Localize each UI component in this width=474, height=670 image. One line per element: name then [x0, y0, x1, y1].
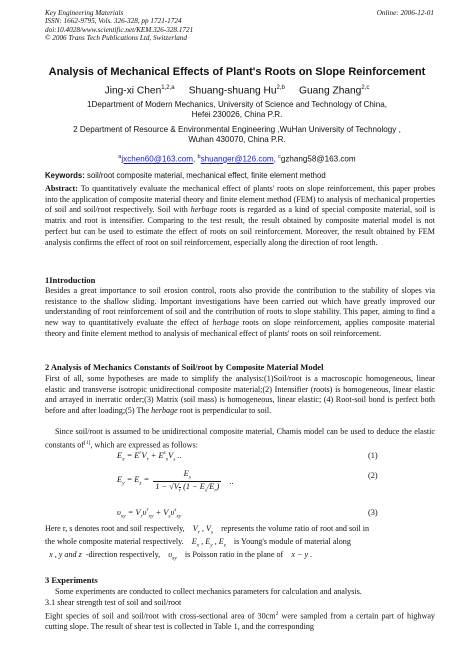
chamis-text-end: , which are expressed as follows:: [90, 440, 198, 450]
issn-line: ISSN: 1662-9795, Vols. 326-328, pp 1721-1724: [45, 17, 182, 26]
separator: ,: [273, 154, 276, 164]
chamis-text: Since soil/root is assumed to be unidirectional composite material, Chamis model can be used to deduce the elastic constants of: [45, 427, 435, 450]
intro-heading: 1Introduction: [45, 275, 96, 285]
author-sup: 2,b: [276, 85, 285, 91]
email-link[interactable]: jxchen60@163.com: [121, 154, 194, 164]
equation-number: (1): [368, 451, 378, 460]
equation-1: $E_x = E^rV_r + E^s_xV_s$ ..: [117, 450, 182, 463]
author-name: Shuang-shuang Hu: [188, 85, 277, 97]
subsection-heading: 3.1 shear strength test of soil and soil/root: [45, 598, 182, 607]
affiliation-line: 1Department of Modern Mechanics, University of Science and Technology of China,: [87, 100, 387, 109]
affiliation-line: Hefei 230026, China P.R.: [191, 110, 283, 119]
where-line-1: Here r, s denotes root and soil respectively, $V_r$ , $V_s$ represents the volume ratio of root and soil in: [45, 524, 370, 536]
email-link[interactable]: shuanger@126.com: [200, 154, 274, 164]
citation: [1]: [84, 439, 91, 446]
section2-heading: 2 Analysis of Mechanics Constants of Soil/root by Composite Material Model: [45, 362, 324, 372]
chamis-paragraph: [45, 427, 435, 451]
abstract-label: Abstract:: [45, 184, 78, 193]
keywords: [45, 171, 435, 180]
equation-2: $E_y = E_z$ = $\frac{E_s}{1 - √V_r (1 - E_s/E_r)}$ ..: [117, 468, 234, 494]
shear-test-paragraph: [45, 609, 435, 633]
affiliation-line: 2 Department of Resource & Environmental Engineering ,WuHan University of Technology ,: [73, 125, 401, 134]
author-name: Guang Zhang: [299, 85, 362, 97]
doi-line: doi:10.4028/www.scientific.net/KEM.326-328.1721: [45, 25, 194, 34]
email-sup: a: [118, 154, 122, 160]
equation-number: (3): [368, 508, 378, 517]
where-line-2: the whole composite material respectively. $E_x$ , $E_y$ , $E_z$ is Young's module of material along: [45, 537, 351, 549]
author-list: [0, 85, 474, 96]
email-sup: c: [278, 154, 281, 160]
abstract-text: To quantitatively evaluate the mechanical effect of plants' roots on slope reinforcement, this paper probes into the application of composite material theory and finite element method (FEM) to analysis of mechanical properties of soil and soil/root respectively. Soil with herbage roots is regarded as a kind of special composite material, soil is matrix and root is intensifier. Comparing to the test result, the result obtained by composite material model is not perfect but can be used to estimate the effect of roots on soil reinforcement. Moreover, the result obtained by FEM analysis confirms the effect of root on soil reinforcement, especially along the direction of root length.: [45, 184, 436, 247]
intro-paragraph: Besides a great importance to soil erosion control, roots also provide the contribution to the stability of slopes via resistance to the shallow sliding. Important investigations have been carried out which have greatly improved our understanding of root reinforcement of soil and the contribution of roots to slope stability. This paper, aiming to find a new way to quantitatively evaluate the effect of herbage roots on slope reinforcement, applies composite material theory and finite element method to analysis of mechanical effect of plants' roots on soil reinforcement.: [45, 286, 436, 338]
author-sup: 2,c: [361, 85, 370, 91]
email-list: [0, 154, 474, 164]
where-text: the whole composite material respectively.: [45, 537, 184, 546]
where-line-3: x , y and z -direction respectively, $\upsilon_{xy}$ is Poisson ratio in the plane of x − y .: [45, 550, 313, 562]
where-text: Here r, s denotes root and soil respectively,: [45, 524, 185, 533]
experiments-intro: Some experiments are conducted to collect mechanics parameters for calculation and analysis.: [55, 587, 362, 596]
journal-name: Key Engineering Materials: [45, 9, 124, 17]
keywords-text: soil/root composite material, mechanical effect, finite element method: [87, 171, 326, 180]
copyright-line: © 2006 Trans Tech Publications Ltd, Switzerland: [45, 34, 187, 43]
where-text: is Young's module of material along: [233, 537, 351, 546]
email-text: gzhang58@163.com: [280, 154, 356, 164]
where-text: represents the volume ratio of root and soil in: [221, 524, 370, 533]
separator: ,: [193, 154, 196, 164]
where-text: -direction respectively,: [85, 550, 161, 559]
affiliation-2: [0, 125, 474, 145]
shear-text: Eight species of soil and soil/root with cross-sectional area of 30cm: [45, 611, 276, 621]
affiliation-line: Wuhan 430070, China P.R.: [188, 135, 286, 144]
equation-number: (2): [368, 471, 378, 480]
where-text: is Poisson ratio in the plane of: [184, 550, 284, 559]
section3-heading: 3 Experiments: [45, 575, 98, 585]
affiliation-1: [0, 100, 474, 120]
author-name: Jing-xi Chen: [104, 85, 162, 97]
journal-header: [45, 9, 193, 43]
superscript: 2: [275, 611, 279, 617]
shear-text-end: were sampled from a certain part of highway cutting slope. The result of shear test is collected in Table 1, and the corresponding: [45, 611, 435, 632]
keywords-label: Keywords:: [45, 171, 85, 180]
email-sup: b: [197, 154, 201, 160]
equation-3: $\upsilon_{xy} = V_r\upsilon^r_{xy} + V_s\upsilon^s_{xy}$: [117, 507, 182, 520]
paper-title: Analysis of Mechanical Effects of Plant's Roots on Slope Reinforcement: [48, 66, 426, 78]
hypotheses-paragraph: First of all, some hypotheses are made to simplify the analysis:(1)Soil/root is a macroscopic homogeneous, linear elastic and transverse isotropic unidirectional composite material;(2) Intensifier (roots) is homogeneous, linear elastic and arrayed in inerratic order;(3) Matrix (soil mass) is homogeneous, linear elastic; (4) Root-soil bond is perfect both before and after loading;(5) The herbage root is perpendicular to soil.: [45, 374, 435, 416]
online-date: Online: 2006-12-01: [376, 9, 434, 17]
abstract: [45, 184, 435, 248]
author-sup: 1,2,a: [161, 85, 175, 91]
